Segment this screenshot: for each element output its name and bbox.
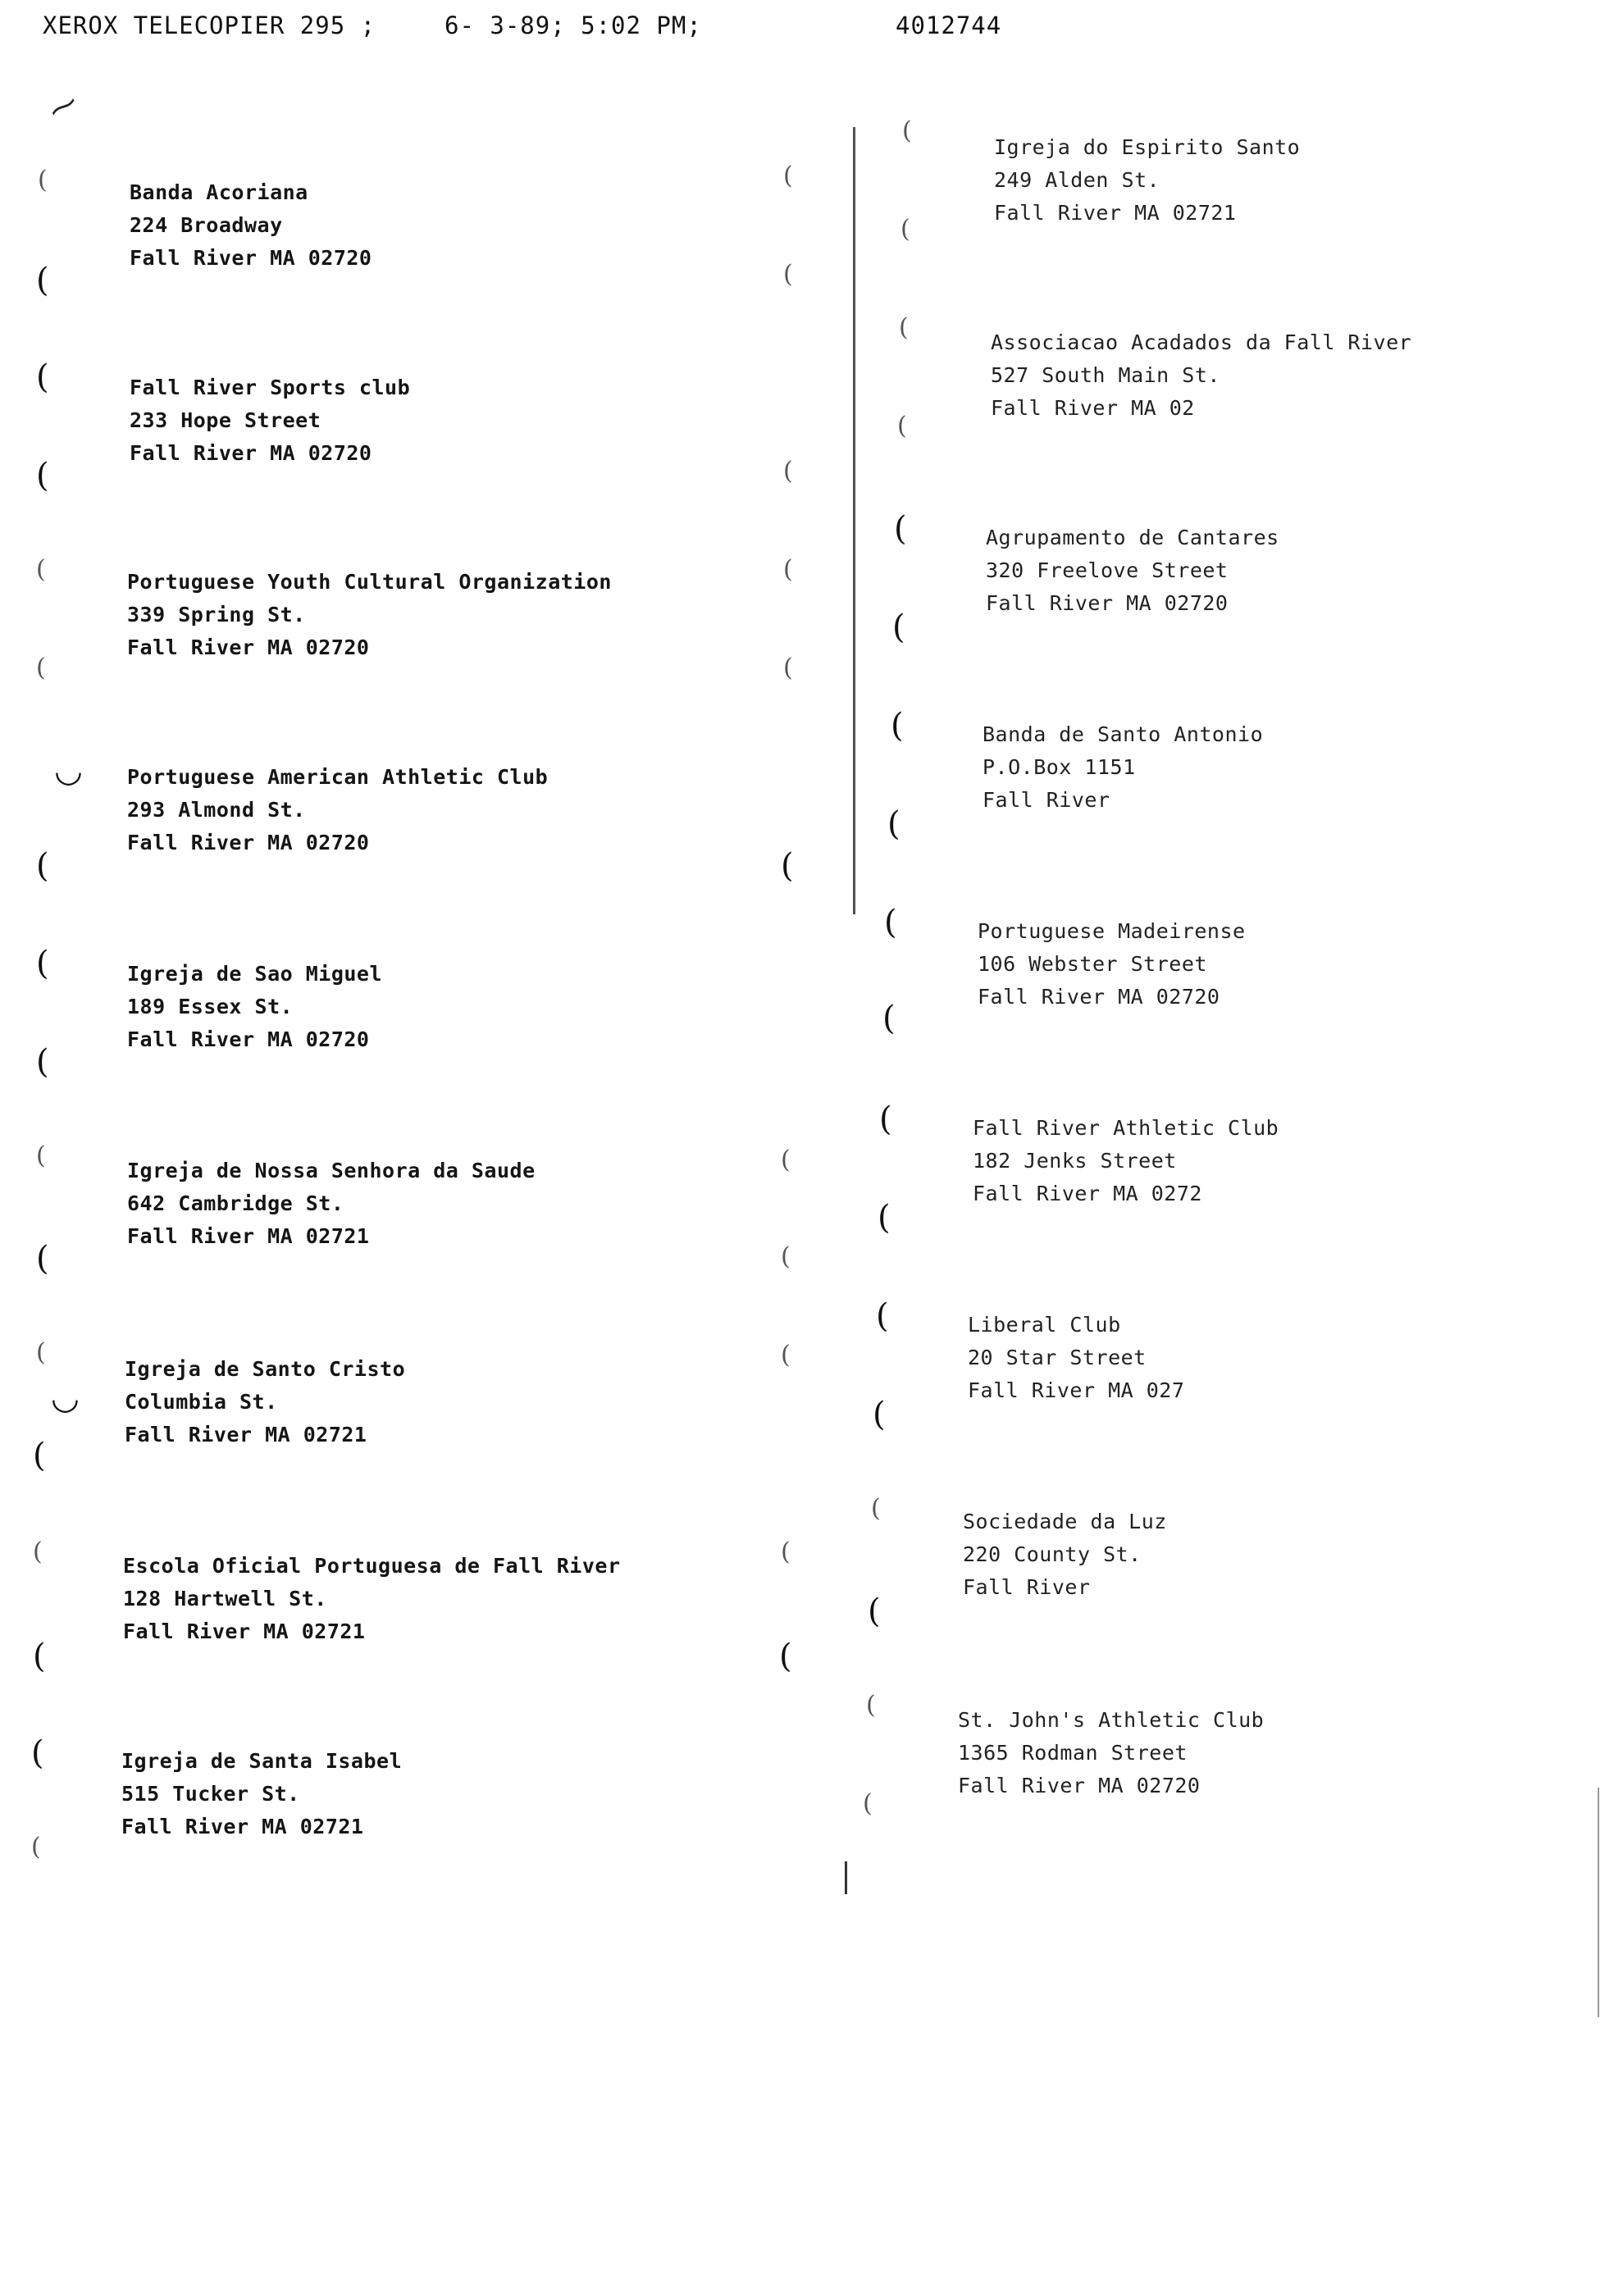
feed-hole-mark: (	[882, 1000, 896, 1037]
feed-hole-mark: (	[899, 313, 909, 342]
feed-hole-mark: (	[36, 1141, 46, 1170]
feed-hole-mark: (	[36, 654, 46, 682]
feed-hole-mark: (	[868, 1592, 881, 1630]
feed-hole-mark: (	[36, 1338, 46, 1367]
address-label	[973, 1112, 1279, 1210]
feed-hole-mark: (	[781, 1341, 791, 1369]
fax-datetime: 6- 3-89; 5:02 PM;	[445, 11, 702, 39]
label-street: P.O.Box 1151	[983, 755, 1136, 779]
label-city: Fall River MA 02720	[127, 1027, 370, 1051]
address-label	[983, 718, 1263, 817]
feed-hole-mark: (	[783, 457, 793, 485]
label-city: Fall River MA 02720	[130, 441, 372, 465]
address-label	[968, 1309, 1184, 1407]
feed-hole-mark: (	[36, 457, 49, 494]
feed-hole-mark: (	[871, 1494, 881, 1523]
feed-hole-mark: (	[38, 166, 48, 194]
label-street: 1365 Rodman Street	[958, 1741, 1188, 1765]
label-city: Fall River MA 02720	[978, 985, 1220, 1009]
label-name: Portuguese Madeirense	[978, 919, 1246, 943]
label-name: Portuguese Youth Cultural Organization	[127, 570, 612, 594]
feed-hole-mark: (	[783, 555, 793, 584]
feed-hole-mark: (	[891, 707, 904, 745]
label-name: Igreja de Sao Miguel	[127, 962, 383, 986]
feed-hole-mark: (	[876, 1297, 889, 1335]
label-city: Fall River MA 02721	[121, 1815, 364, 1838]
label-city: Fall River MA 027	[968, 1378, 1185, 1402]
label-name: St. John's Athletic Club	[958, 1708, 1265, 1732]
feed-hole-mark: (	[33, 1638, 46, 1675]
address-label	[978, 915, 1246, 1014]
feed-hole-mark: (	[781, 1242, 791, 1271]
label-name: Portuguese American Athletic Club	[127, 765, 549, 789]
feed-hole-mark: (	[878, 1199, 891, 1237]
address-label	[125, 1353, 405, 1451]
label-name: Banda de Santo Antonio	[983, 722, 1264, 746]
address-label	[127, 958, 382, 1056]
address-label	[986, 522, 1279, 620]
label-city: Fall River MA 02	[991, 396, 1195, 420]
feed-hole-mark: (	[879, 1100, 892, 1138]
address-label	[994, 131, 1300, 230]
feed-hole-mark: (	[892, 608, 905, 646]
address-label	[123, 1550, 621, 1648]
label-street: 527 South Main St.	[991, 363, 1220, 387]
label-name: Associacao Acadados da Fall River	[991, 330, 1412, 354]
feed-hole-mark: (	[897, 412, 907, 440]
feed-hole-mark: (	[873, 1396, 886, 1433]
feed-hole-mark: (	[902, 116, 912, 145]
feed-hole-mark: (	[36, 555, 46, 584]
label-city: Fall River MA 02720	[130, 246, 372, 270]
feed-hole-mark: (	[863, 1789, 873, 1818]
feed-hole-mark: (	[31, 1734, 44, 1772]
label-name: Escola Oficial Portuguesa de Fall River	[123, 1554, 621, 1578]
feed-hole-mark: (	[36, 1240, 49, 1278]
feed-hole-mark: (	[781, 1146, 791, 1174]
label-street: 189 Essex St.	[127, 995, 294, 1018]
label-name: Igreja de Santo Cristo	[125, 1357, 406, 1381]
address-label	[991, 326, 1411, 425]
feed-hole-mark: (	[33, 1437, 46, 1474]
column-divider	[853, 127, 855, 914]
label-city: Fall River	[983, 788, 1110, 812]
label-name: Liberal Club	[968, 1313, 1121, 1337]
label-name: Fall River Sports club	[130, 376, 411, 399]
feed-hole-mark: (	[36, 262, 49, 299]
feed-hole-mark: (	[36, 847, 49, 885]
label-street: 224 Broadway	[130, 213, 283, 237]
label-city: Fall River MA 02721	[127, 1224, 370, 1248]
column-divider-tail	[845, 1861, 847, 1894]
fax-number: 4012744	[896, 11, 1002, 39]
feed-hole-mark: (	[783, 260, 793, 289]
feed-hole-mark: ◡	[54, 752, 83, 790]
feed-hole-mark: (	[779, 1638, 792, 1675]
label-name: Fall River Athletic Club	[973, 1116, 1279, 1140]
label-street: 106 Webster Street	[978, 952, 1207, 976]
feed-hole-mark: (	[781, 847, 794, 885]
label-city: Fall River MA 02720	[127, 831, 370, 854]
address-label	[130, 371, 410, 470]
label-city: Fall River MA 02720	[986, 591, 1229, 615]
label-street: 293 Almond St.	[127, 798, 306, 822]
label-name: Banda Acoriana	[130, 180, 308, 204]
fax-header	[43, 11, 1565, 44]
label-name: Agrupamento de Cantares	[986, 526, 1279, 549]
label-street: 249 Alden St.	[994, 168, 1160, 192]
label-street: 642 Cambridge St.	[127, 1191, 344, 1215]
label-name: Sociedade da Luz	[963, 1510, 1167, 1533]
label-city: Fall River MA 0272	[973, 1182, 1202, 1205]
address-label	[121, 1745, 402, 1843]
feed-hole-mark: (	[900, 215, 910, 244]
feed-hole-mark: (	[36, 1043, 49, 1081]
feed-hole-mark: (	[781, 1538, 791, 1566]
page-edge-line	[1598, 1788, 1599, 2017]
label-city: Fall River MA 02720	[127, 636, 370, 659]
feed-hole-mark: (	[33, 1538, 43, 1566]
feed-hole-mark: (	[884, 904, 897, 941]
label-name: Igreja do Espirito Santo	[994, 135, 1301, 159]
label-street: 515 Tucker St.	[121, 1782, 300, 1806]
fax-machine-id: XEROX TELECOPIER 295 ;	[43, 11, 376, 39]
feed-hole-mark: (	[866, 1691, 876, 1720]
label-street: 128 Hartwell St.	[123, 1587, 327, 1610]
address-label	[963, 1506, 1167, 1604]
label-street: Columbia St.	[125, 1390, 278, 1414]
label-city: Fall River MA 02721	[125, 1423, 367, 1446]
label-street: 233 Hope Street	[130, 408, 321, 432]
feed-hole-mark: (	[36, 945, 49, 982]
feed-hole-mark: (	[894, 510, 907, 548]
label-street: 20 Star Street	[968, 1346, 1147, 1369]
label-city: Fall River MA 02721	[994, 201, 1237, 225]
address-label	[958, 1704, 1264, 1802]
feed-hole-mark: (	[36, 358, 49, 396]
address-label	[130, 176, 372, 275]
feed-hole-mark: (	[783, 162, 793, 190]
address-label	[127, 566, 612, 664]
label-city: Fall River MA 02720	[958, 1774, 1201, 1797]
feed-hole-mark: ◡	[51, 1379, 80, 1417]
label-name: Igreja de Santa Isabel	[121, 1749, 403, 1773]
feed-hole-mark: (	[31, 1833, 41, 1861]
address-label	[127, 761, 548, 859]
label-street: 339 Spring St.	[127, 603, 306, 626]
address-label	[127, 1155, 536, 1253]
label-street: 320 Freelove Street	[986, 558, 1229, 582]
feed-hole-mark: (	[887, 805, 900, 843]
label-city: Fall River	[963, 1575, 1091, 1599]
label-name: Igreja de Nossa Senhora da Saude	[127, 1159, 536, 1182]
label-city: Fall River MA 02721	[123, 1620, 366, 1643]
feed-hole-mark: (	[783, 654, 793, 682]
fax-smudge: ⁓	[43, 85, 84, 128]
label-street: 182 Jenks Street	[973, 1149, 1177, 1173]
label-street: 220 County St.	[963, 1542, 1142, 1566]
